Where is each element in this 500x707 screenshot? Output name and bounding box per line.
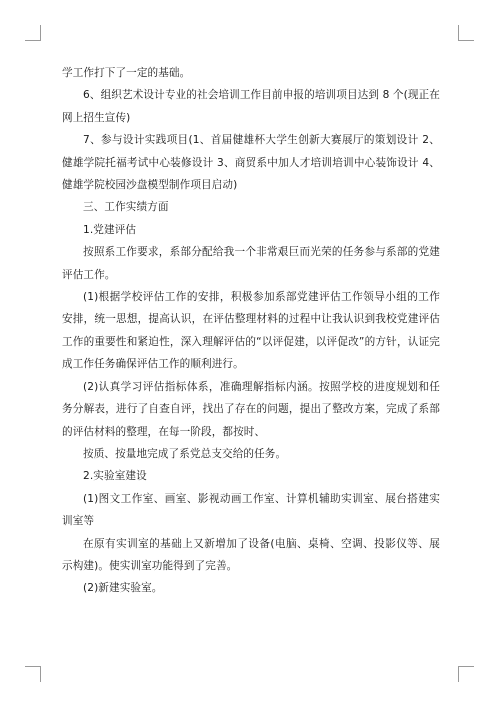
paragraph-item-7: 7、参与设计实践项目(1、首届健雄杯大学生创新大赛展厅的策划设计 2、健雄学院托福考试中心装修设计 3、商贸系中加人才培训培训中心装饰设计 4、健雄学院校园沙盘模型制作项目启动) [62,134,440,192]
crop-mark-top-right [458,25,474,41]
crop-mark-bottom-right [458,666,474,682]
document-body [62,62,440,600]
crop-mark-bottom-left [25,666,41,682]
paragraph-evaluation-1: (1)根据学校评估工作的安排，积极参加系部党建评估工作领导小组的工作安排，统一思想，提高认识，在评估整理材料的过程中让我认识到我校党建评估工作的重要性和紧迫性，深入理解评估的“以评促建，以评促改”的方针，认证完成工作任务确保评估工作的顺利进行。 [62,291,440,371]
paragraph-lab-1: (1)图文工作室、画室、影视动画工作室、计算机辅助实训室、展台搭建实训室等 [62,492,440,528]
paragraph-evaluation-intro: 按照系工作要求，系部分配给我一个非常艰巨而光荣的任务参与系部的党建评估工作。 [62,246,440,281]
subheading-lab-construction: 2.实验室建设 [83,470,147,483]
paragraph-evaluation-2: (2)认真学习评估指标体系，准确理解指标内涵。按照学校的进度规划和任务分解表，进行了自查自评，找出了存在的问题，提出了整改方案，完成了系部的评估材料的整理，在每一阶段，都按时、 [62,380,440,438]
paragraph-continuation: 学工作打下了一定的基础。 [62,67,191,79]
crop-mark-top-left [25,25,41,41]
subheading-party-evaluation: 1.党建评估 [83,223,137,236]
paragraph-evaluation-2-cont: 按质、按量地完成了系党总支交给的任务。 [83,447,287,460]
section-heading-3: 三、工作实绩方面 [83,201,169,214]
paragraph-item-6: 6、组织艺术设计专业的社会培训工作目前申报的培训项目达到 8 个(现正在网上招生宣传) [62,89,440,124]
paragraph-lab-2: (2)新建实验室。 [83,582,163,595]
paragraph-lab-1-cont: 在原有实训室的基础上又新增加了设备(电脑、桌椅、空调、投影仪等、展示构建)。使实训室功能得到了完善。 [62,537,440,572]
